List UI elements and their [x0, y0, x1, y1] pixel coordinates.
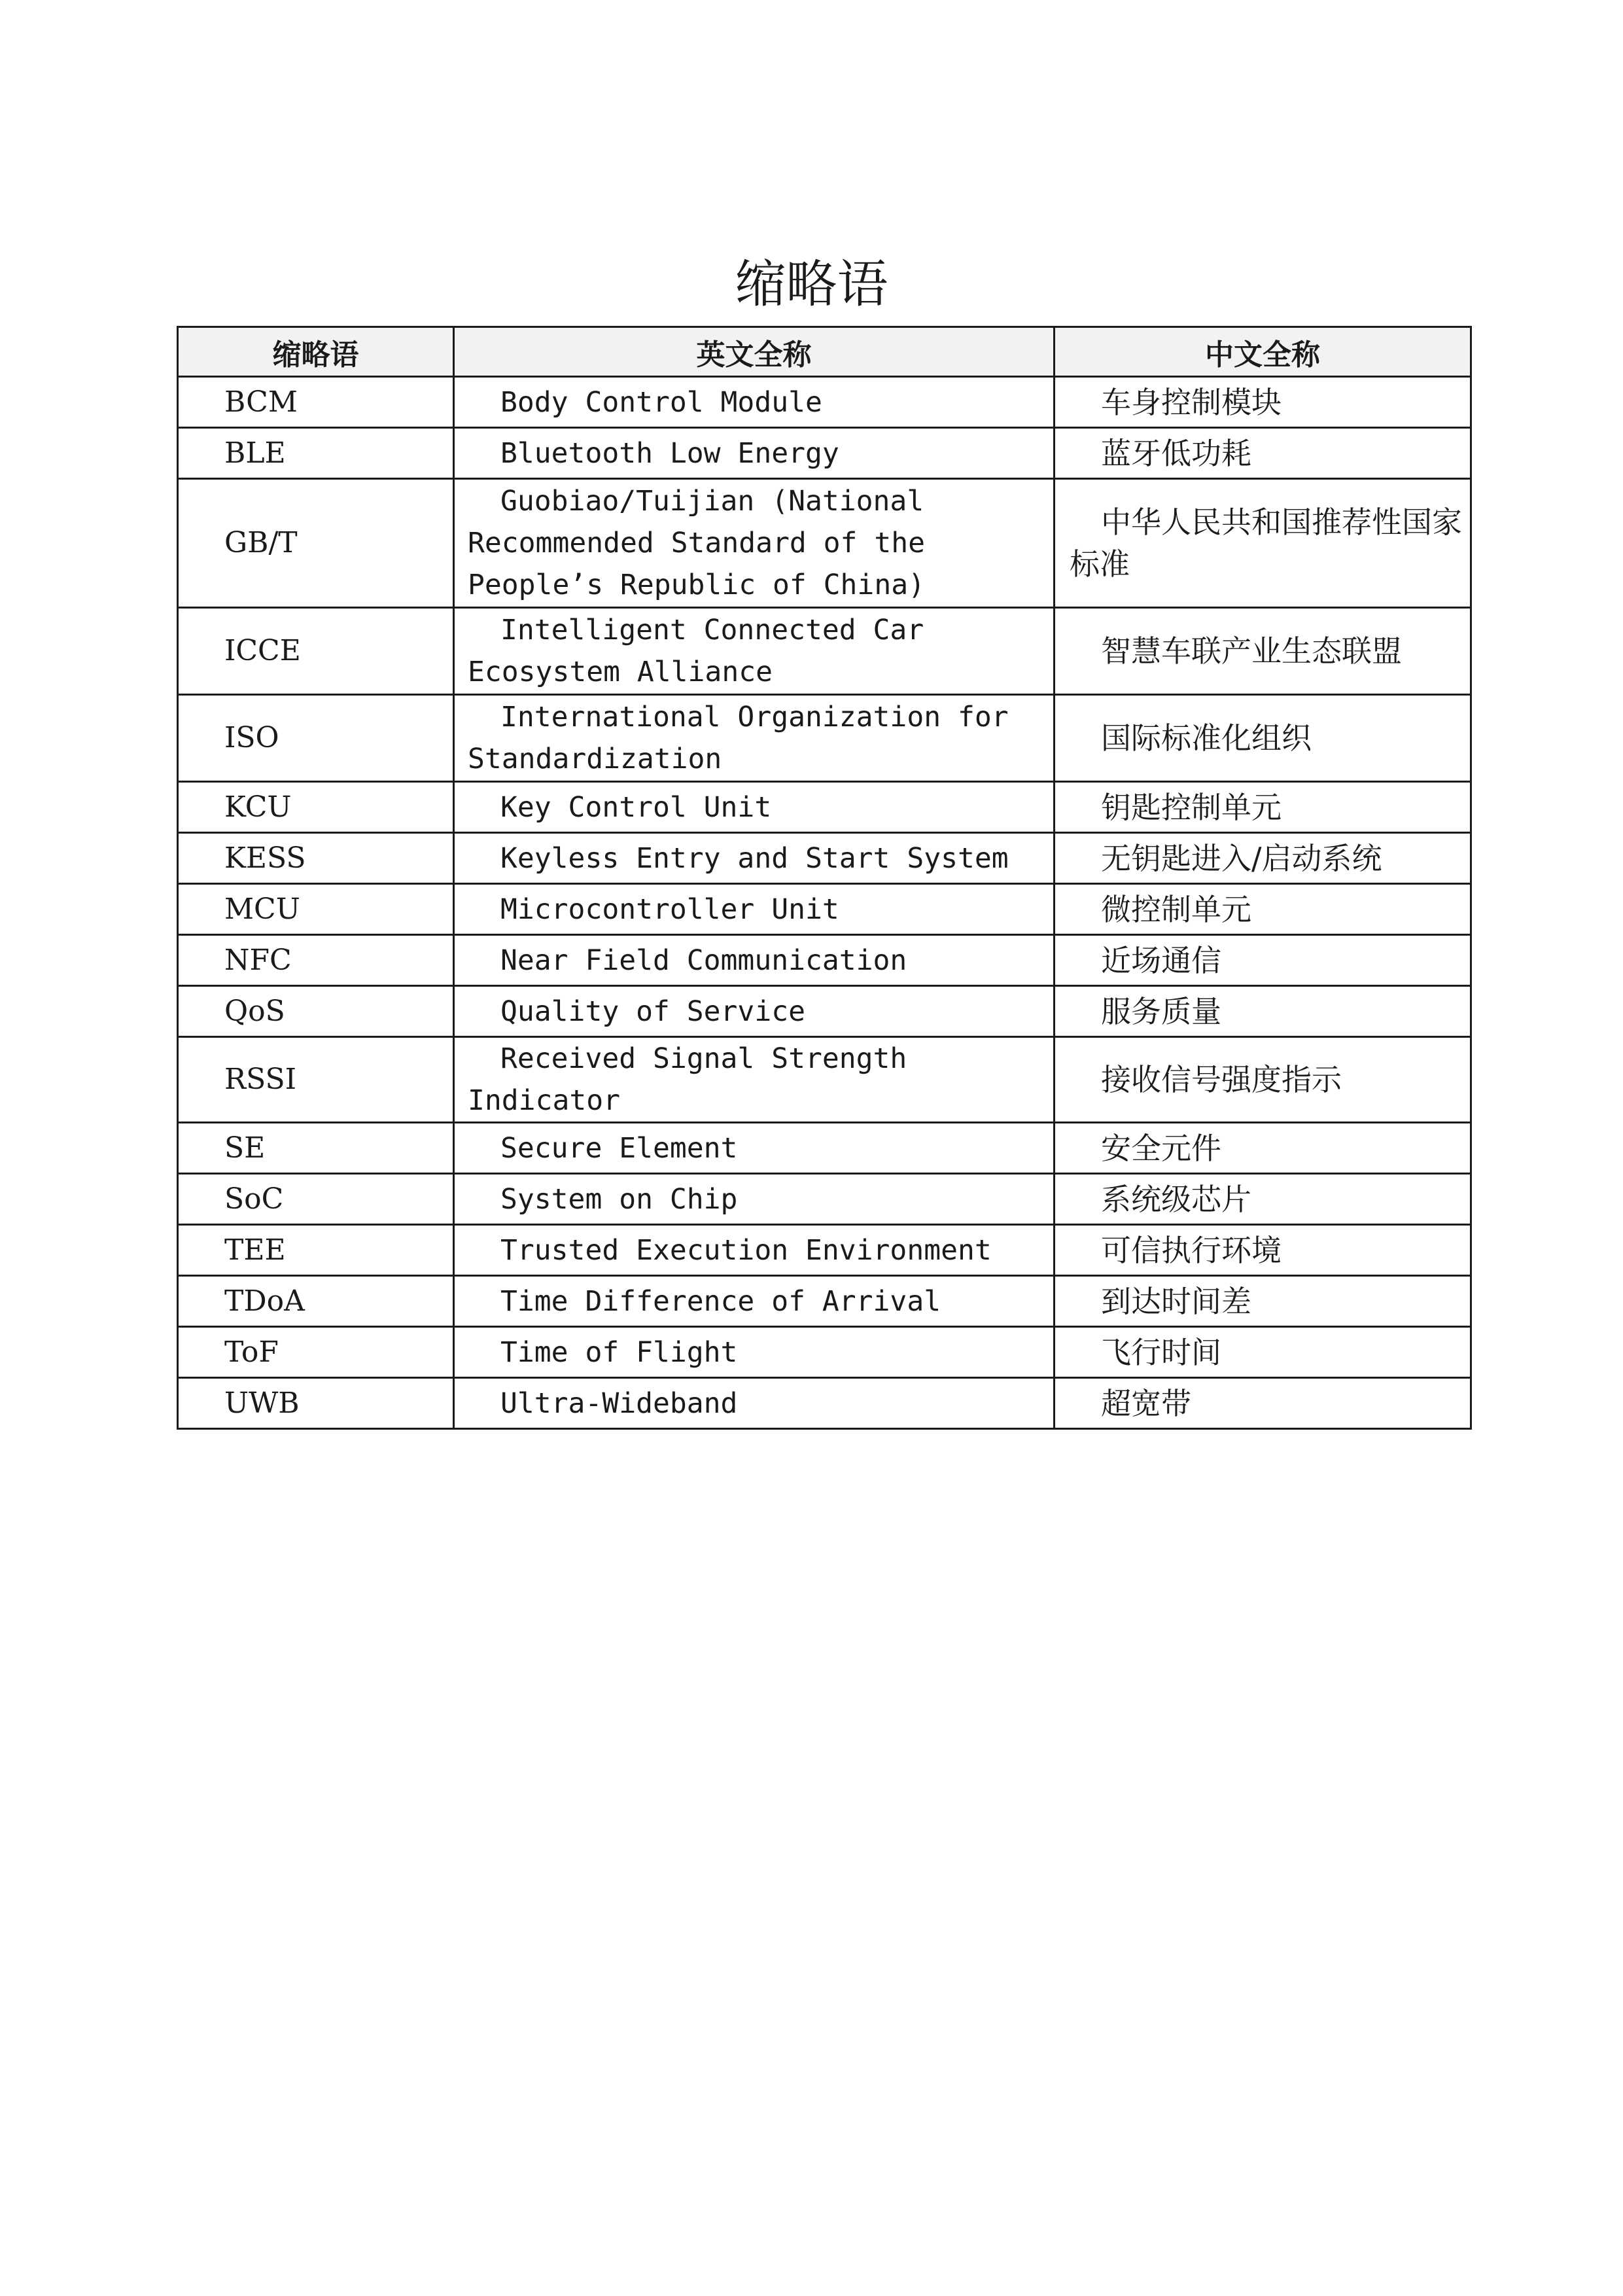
english-name-cell: Body Control Module: [454, 377, 1055, 428]
table-header-row: [178, 327, 1471, 377]
english-name-cell: Intelligent Connected Car Ecosystem Alliance: [454, 608, 1055, 695]
abbreviation-cell: TDoA: [178, 1276, 454, 1327]
header-abbreviation: 缩略语: [178, 327, 454, 377]
table-row: [178, 695, 1471, 782]
chinese-name-cell: 超宽带: [1055, 1378, 1471, 1429]
english-name-cell: Guobiao/Tuijian (National Recommended Standard of the People’s Republic of China): [454, 479, 1055, 608]
table-row: [178, 1276, 1471, 1327]
chinese-name-cell: 中华人民共和国推荐性国家标准: [1055, 479, 1471, 608]
abbreviation-cell: SoC: [178, 1174, 454, 1225]
chinese-name-cell: 钥匙控制单元: [1055, 782, 1471, 833]
chinese-name-cell: 车身控制模块: [1055, 377, 1471, 428]
english-name-cell: System on Chip: [454, 1174, 1055, 1225]
abbreviation-cell: KESS: [178, 833, 454, 884]
english-name-cell: Ultra-Wideband: [454, 1378, 1055, 1429]
table-row: [178, 1123, 1471, 1174]
english-name-cell: Time Difference of Arrival: [454, 1276, 1055, 1327]
table-row: [178, 986, 1471, 1037]
table-row: [178, 782, 1471, 833]
abbreviation-cell: TEE: [178, 1225, 454, 1276]
table-row: [178, 1174, 1471, 1225]
abbreviation-cell: GB/T: [178, 479, 454, 608]
abbreviation-cell: ISO: [178, 695, 454, 782]
chinese-name-cell: 到达时间差: [1055, 1276, 1471, 1327]
english-name-cell: Near Field Communication: [454, 935, 1055, 986]
abbreviation-cell: RSSI: [178, 1037, 454, 1123]
abbreviation-cell: SE: [178, 1123, 454, 1174]
table-row: [178, 377, 1471, 428]
abbreviation-cell: BLE: [178, 428, 454, 479]
chinese-name-cell: 接收信号强度指示: [1055, 1037, 1471, 1123]
abbreviation-cell: ToF: [178, 1327, 454, 1378]
chinese-name-cell: 近场通信: [1055, 935, 1471, 986]
table-row: [178, 884, 1471, 935]
english-name-cell: Trusted Execution Environment: [454, 1225, 1055, 1276]
chinese-name-cell: 蓝牙低功耗: [1055, 428, 1471, 479]
header-english-name: 英文全称: [454, 327, 1055, 377]
english-name-cell: Keyless Entry and Start System: [454, 833, 1055, 884]
header-chinese-name: 中文全称: [1055, 327, 1471, 377]
table-row: [178, 479, 1471, 608]
abbreviation-cell: QoS: [178, 986, 454, 1037]
english-name-cell: Bluetooth Low Energy: [454, 428, 1055, 479]
english-name-cell: International Organization for Standardization: [454, 695, 1055, 782]
chinese-name-cell: 国际标准化组织: [1055, 695, 1471, 782]
abbreviations-table: [177, 326, 1472, 1430]
chinese-name-cell: 系统级芯片: [1055, 1174, 1471, 1225]
chinese-name-cell: 智慧车联产业生态联盟: [1055, 608, 1471, 695]
table-row: [178, 833, 1471, 884]
abbreviation-cell: MCU: [178, 884, 454, 935]
table-row: [178, 608, 1471, 695]
table-row: [178, 1225, 1471, 1276]
page-title: 缩略语: [735, 255, 888, 314]
chinese-name-cell: 飞行时间: [1055, 1327, 1471, 1378]
english-name-cell: Key Control Unit: [454, 782, 1055, 833]
abbreviation-cell: NFC: [178, 935, 454, 986]
abbreviation-cell: ICCE: [178, 608, 454, 695]
chinese-name-cell: 无钥匙进入/启动系统: [1055, 833, 1471, 884]
table-row: [178, 1037, 1471, 1123]
table-row: [178, 935, 1471, 986]
table-row: [178, 1327, 1471, 1378]
abbreviation-cell: KCU: [178, 782, 454, 833]
english-name-cell: Time of Flight: [454, 1327, 1055, 1378]
chinese-name-cell: 微控制单元: [1055, 884, 1471, 935]
chinese-name-cell: 服务质量: [1055, 986, 1471, 1037]
english-name-cell: Secure Element: [454, 1123, 1055, 1174]
chinese-name-cell: 可信执行环境: [1055, 1225, 1471, 1276]
table-row: [178, 428, 1471, 479]
abbreviation-cell: UWB: [178, 1378, 454, 1429]
table-row: [178, 1378, 1471, 1429]
abbreviation-cell: BCM: [178, 377, 454, 428]
english-name-cell: Received Signal Strength Indicator: [454, 1037, 1055, 1123]
english-name-cell: Microcontroller Unit: [454, 884, 1055, 935]
english-name-cell: Quality of Service: [454, 986, 1055, 1037]
chinese-name-cell: 安全元件: [1055, 1123, 1471, 1174]
